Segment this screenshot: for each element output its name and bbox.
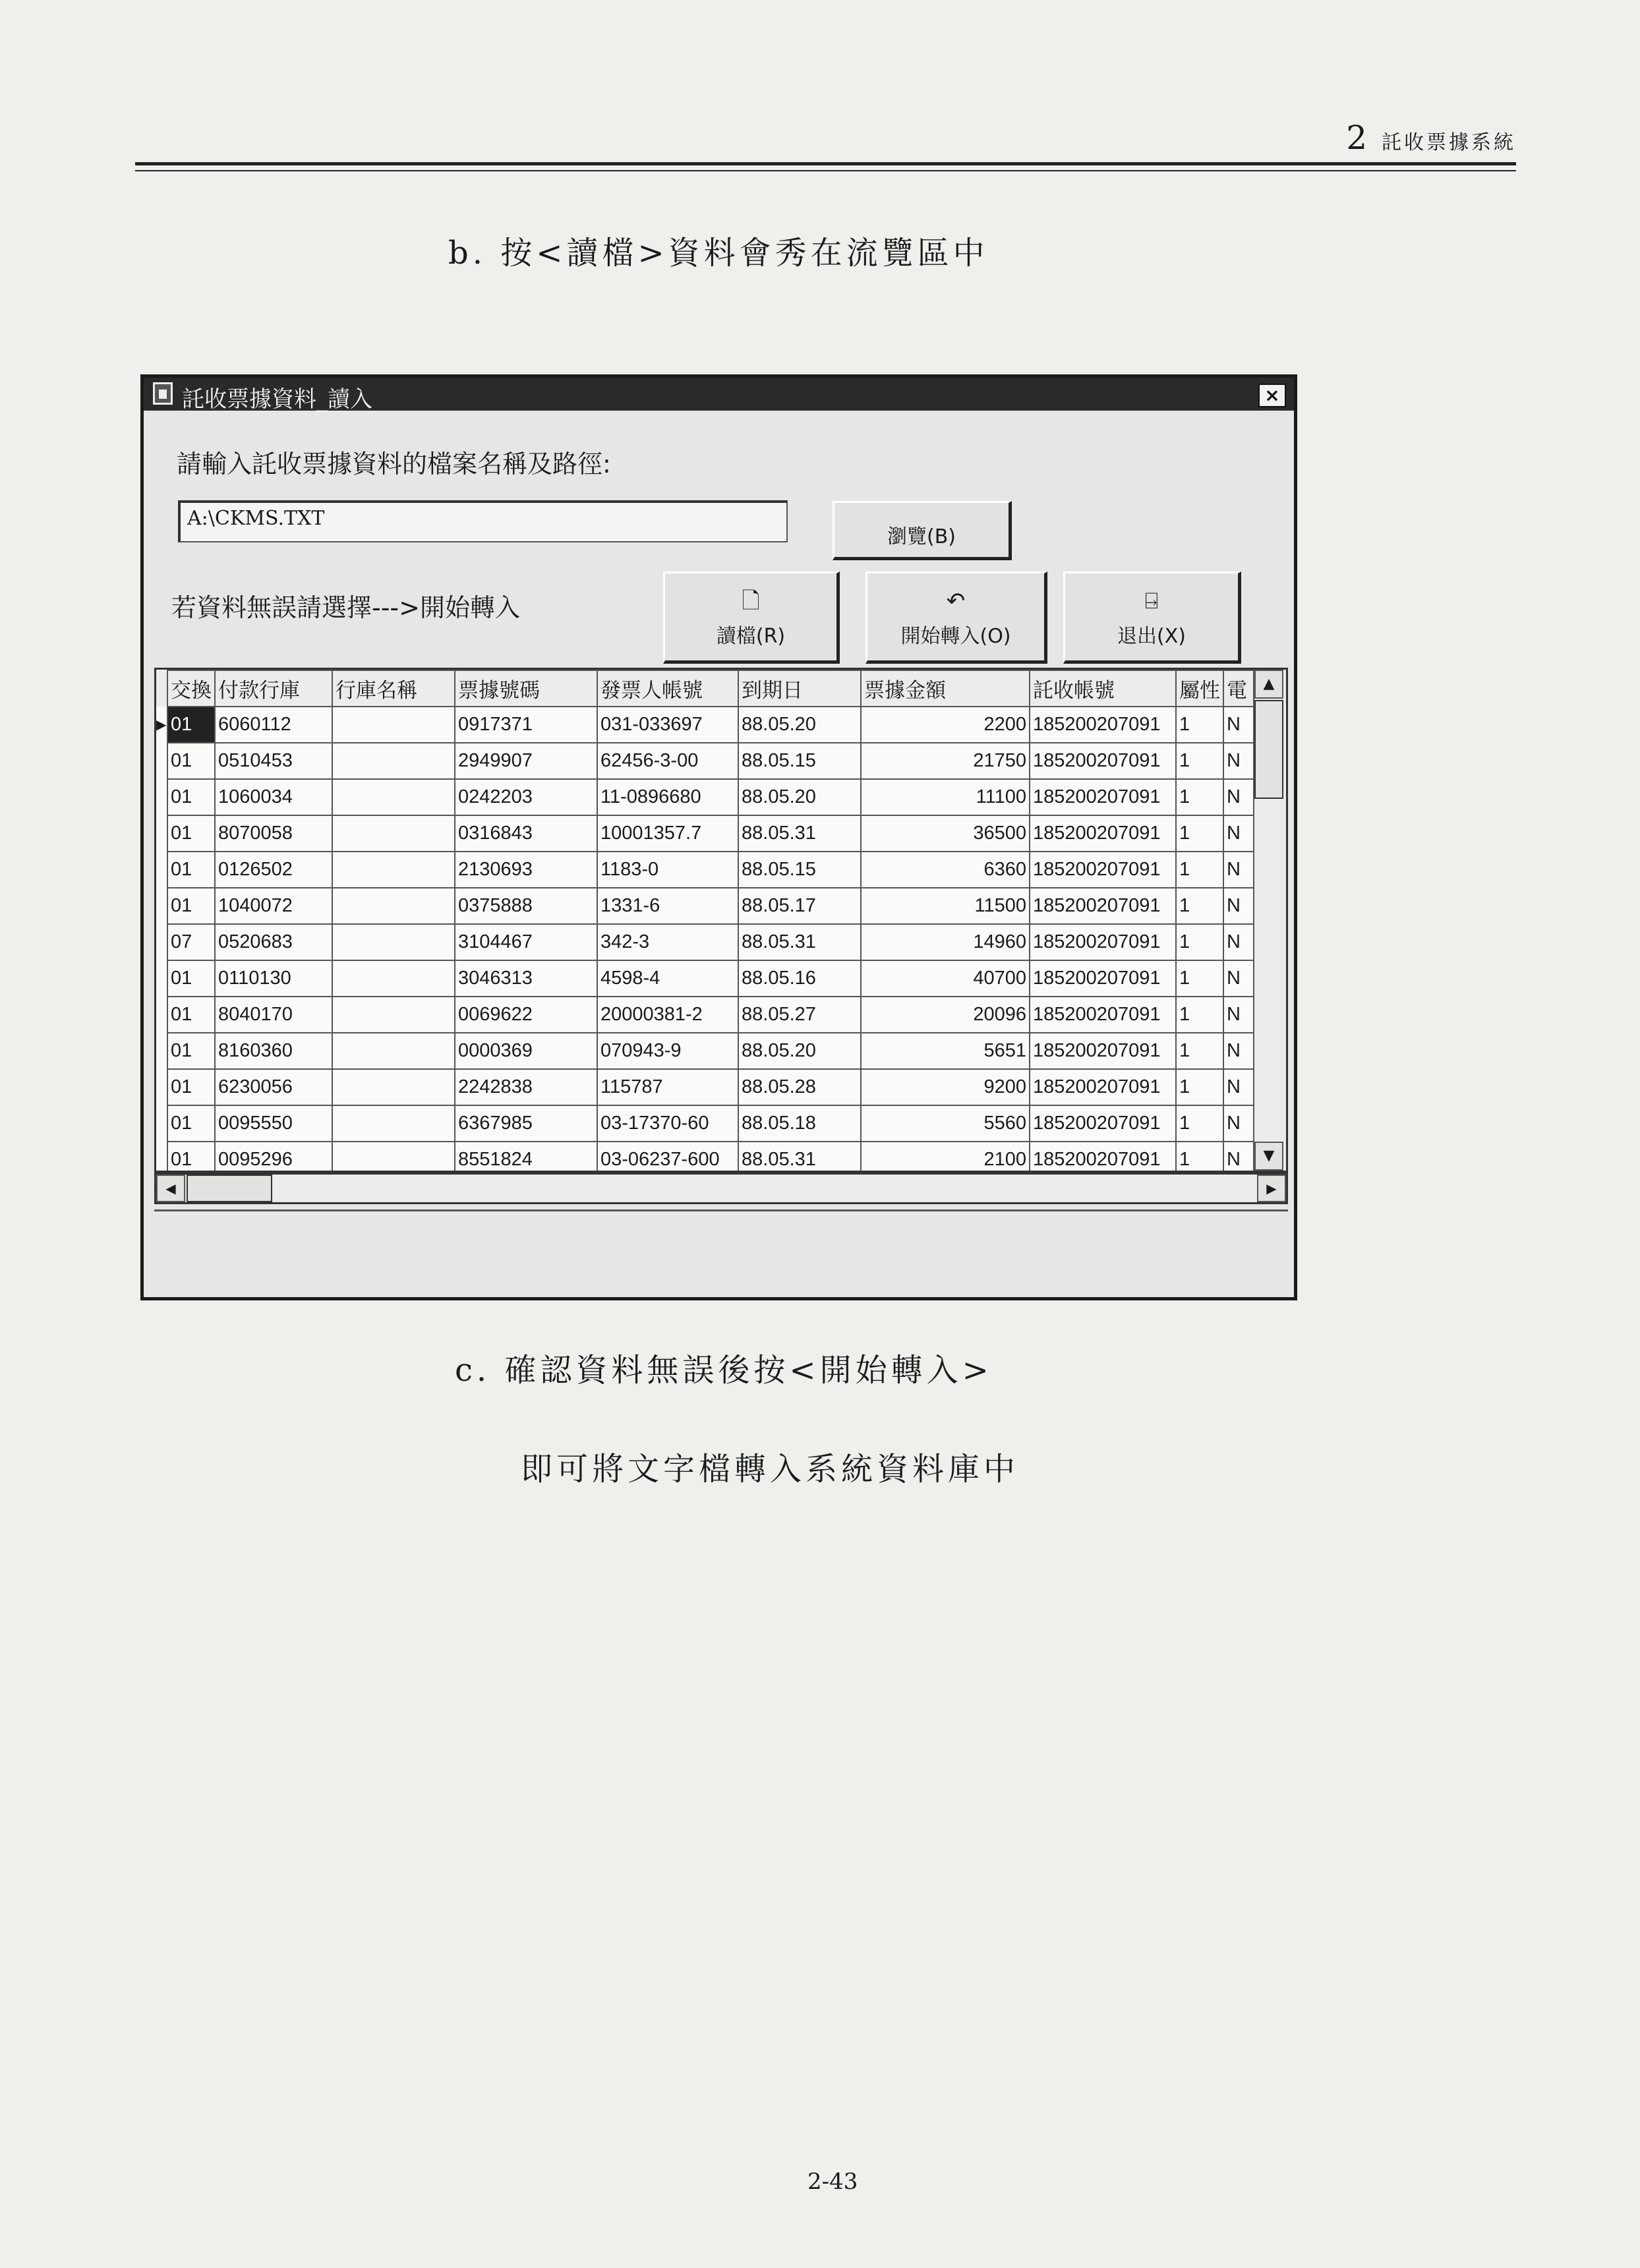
- undo-arrow-icon: ↶: [946, 588, 966, 614]
- table-row[interactable]: [156, 960, 1258, 997]
- table-cell[interactable]: [332, 779, 455, 815]
- table-row[interactable]: [156, 852, 1258, 888]
- table-cell[interactable]: 88.05.31: [738, 924, 861, 960]
- table-cell[interactable]: 0242203: [455, 779, 597, 815]
- row-indicator: [156, 997, 167, 1033]
- table-cell[interactable]: 01: [167, 1105, 215, 1142]
- table-cell[interactable]: 88.05.16: [738, 960, 861, 997]
- table-cell[interactable]: [332, 815, 455, 852]
- dialog-titlebar[interactable]: [144, 378, 1294, 411]
- table-cell[interactable]: 01: [167, 997, 215, 1033]
- table-cell[interactable]: 07: [167, 924, 215, 960]
- table-cell[interactable]: [332, 1069, 455, 1105]
- table-cell[interactable]: N: [1223, 1033, 1258, 1069]
- table-cell[interactable]: 1: [1176, 1142, 1223, 1173]
- document-search-icon: 🗋: [742, 588, 760, 614]
- table-cell[interactable]: 1183-0: [597, 852, 738, 888]
- table-cell[interactable]: N: [1223, 960, 1258, 997]
- table-cell[interactable]: N: [1223, 815, 1258, 852]
- table-cell[interactable]: N: [1223, 1142, 1258, 1173]
- table-cell[interactable]: 070943-9: [597, 1033, 738, 1069]
- table-cell[interactable]: 88.05.20: [738, 1033, 861, 1069]
- table-cell[interactable]: 1: [1176, 888, 1223, 924]
- table-cell[interactable]: 01: [167, 1142, 215, 1173]
- table-cell[interactable]: 1: [1176, 707, 1223, 743]
- table-cell[interactable]: N: [1223, 707, 1258, 743]
- table-cell[interactable]: 14960: [861, 924, 1030, 960]
- table-cell[interactable]: [332, 1105, 455, 1142]
- exit-door-icon: ⍈: [1144, 588, 1159, 614]
- chapter-heading: [1346, 119, 1516, 157]
- table-cell[interactable]: 0510453: [215, 743, 332, 779]
- table-cell[interactable]: 01: [167, 743, 215, 779]
- table-cell[interactable]: 115787: [597, 1069, 738, 1105]
- start-import-button[interactable]: [865, 571, 1047, 664]
- row-indicator-header: [156, 670, 167, 707]
- table-cell[interactable]: 3104467: [455, 924, 597, 960]
- table-cell[interactable]: 88.05.15: [738, 743, 861, 779]
- horizontal-scroll-thumb[interactable]: [187, 1175, 272, 1202]
- table-cell[interactable]: 01: [167, 815, 215, 852]
- table-cell[interactable]: N: [1223, 888, 1258, 924]
- row-indicator: [156, 815, 167, 852]
- row-indicator: [156, 779, 167, 815]
- header-rule-thick: [135, 162, 1516, 165]
- table-row[interactable]: [156, 743, 1258, 779]
- row-indicator: [156, 1069, 167, 1105]
- table-cell[interactable]: 01: [167, 960, 215, 997]
- table-row[interactable]: [156, 924, 1258, 960]
- table-cell[interactable]: 0520683: [215, 924, 332, 960]
- instruction-b: b. 按<讀檔>資料會秀在流覽區中: [448, 235, 989, 272]
- table-cell[interactable]: 1: [1176, 743, 1223, 779]
- table-cell[interactable]: 185200207091: [1030, 924, 1176, 960]
- table-cell[interactable]: 2200: [861, 707, 1030, 743]
- column-header[interactable]: 屬性: [1176, 670, 1223, 707]
- column-header[interactable]: 付款行庫: [215, 670, 332, 707]
- file-path-input[interactable]: A:\CKMS.TXT: [178, 500, 788, 542]
- header-rule-thin: [135, 170, 1516, 171]
- table-cell[interactable]: 11500: [861, 888, 1030, 924]
- table-cell[interactable]: 2949907: [455, 743, 597, 779]
- scroll-left-arrow-icon[interactable]: ◀: [156, 1175, 185, 1202]
- table-cell[interactable]: 2100: [861, 1142, 1030, 1173]
- row-indicator: [156, 1142, 167, 1173]
- table-cell[interactable]: 01: [167, 888, 215, 924]
- table-cell[interactable]: 185200207091: [1030, 997, 1176, 1033]
- scroll-right-arrow-icon[interactable]: ▶: [1257, 1175, 1286, 1202]
- table-cell[interactable]: 1: [1176, 960, 1223, 997]
- table-cell[interactable]: 185200207091: [1030, 1142, 1176, 1173]
- exit-label: 退出(X): [1117, 625, 1186, 648]
- table-cell[interactable]: 20000381-2: [597, 997, 738, 1033]
- table-cell[interactable]: [332, 707, 455, 743]
- table-cell[interactable]: [332, 852, 455, 888]
- table-cell[interactable]: 88.05.20: [738, 707, 861, 743]
- table-cell[interactable]: 8070058: [215, 815, 332, 852]
- column-header[interactable]: 託收帳號: [1030, 670, 1176, 707]
- table-row[interactable]: [156, 1069, 1258, 1105]
- table-cell[interactable]: N: [1223, 1069, 1258, 1105]
- table-cell[interactable]: 2130693: [455, 852, 597, 888]
- page-header: [135, 119, 1516, 158]
- chapter-number: 2: [1346, 119, 1367, 157]
- dialog-title: 託收票據資料_讀入: [182, 386, 372, 413]
- table-row[interactable]: [156, 997, 1258, 1033]
- table-cell[interactable]: 185200207091: [1030, 1069, 1176, 1105]
- column-header[interactable]: 票據金額: [861, 670, 1030, 707]
- table-cell[interactable]: 1: [1176, 924, 1223, 960]
- path-prompt-label: 請輸入託收票據資料的檔案名稱及路徑:: [177, 450, 611, 479]
- table-cell[interactable]: [332, 743, 455, 779]
- read-file-button[interactable]: [663, 571, 840, 664]
- vertical-scroll-thumb[interactable]: [1254, 700, 1283, 799]
- vertical-scrollbar[interactable]: [1253, 670, 1286, 1171]
- table-cell[interactable]: N: [1223, 743, 1258, 779]
- table-cell[interactable]: 8160360: [215, 1033, 332, 1069]
- table-cell[interactable]: 0069622: [455, 997, 597, 1033]
- table-cell[interactable]: 031-033697: [597, 707, 738, 743]
- table-cell[interactable]: 0000369: [455, 1033, 597, 1069]
- table-row[interactable]: [156, 815, 1258, 852]
- table-cell[interactable]: 0917371: [455, 707, 597, 743]
- current-row-indicator-icon: ▶: [156, 718, 167, 732]
- row-indicator: [156, 852, 167, 888]
- table-cell[interactable]: 1: [1176, 1033, 1223, 1069]
- close-button[interactable]: ×: [1258, 384, 1286, 407]
- row-indicator: [156, 924, 167, 960]
- table-row[interactable]: [156, 1105, 1258, 1142]
- table-cell[interactable]: 185200207091: [1030, 1033, 1176, 1069]
- table-cell[interactable]: N: [1223, 852, 1258, 888]
- table-cell[interactable]: 0375888: [455, 888, 597, 924]
- table-cell[interactable]: 36500: [861, 815, 1030, 852]
- table-cell[interactable]: [332, 1033, 455, 1069]
- table-cell[interactable]: 88.05.31: [738, 815, 861, 852]
- import-dialog: [140, 374, 1297, 1300]
- row-indicator: [156, 743, 167, 779]
- table-row[interactable]: [156, 1033, 1258, 1069]
- table-cell[interactable]: 88.05.18: [738, 1105, 861, 1142]
- table-cell[interactable]: 01: [167, 1033, 215, 1069]
- horizontal-scrollbar[interactable]: [154, 1173, 1288, 1204]
- table-cell[interactable]: 0110130: [215, 960, 332, 997]
- table-cell[interactable]: 185200207091: [1030, 707, 1176, 743]
- table-cell[interactable]: 8551824: [455, 1142, 597, 1173]
- table-cell[interactable]: 2242838: [455, 1069, 597, 1105]
- table-cell[interactable]: 1: [1176, 852, 1223, 888]
- instruction-c-continued: 即可將文字檔轉入系統資料庫中: [521, 1451, 1020, 1488]
- table-cell[interactable]: 6230056: [215, 1069, 332, 1105]
- column-header[interactable]: 行庫名稱: [332, 670, 455, 707]
- table-cell[interactable]: 1: [1176, 779, 1223, 815]
- chapter-title: 託收票據系統: [1382, 131, 1516, 154]
- table-cell[interactable]: 11100: [861, 779, 1030, 815]
- table-cell[interactable]: 0126502: [215, 852, 332, 888]
- table-row[interactable]: [156, 779, 1258, 815]
- table-cell[interactable]: 0095550: [215, 1105, 332, 1142]
- read-file-label: 讀檔(R): [716, 625, 786, 648]
- table-cell[interactable]: 4598-4: [597, 960, 738, 997]
- table-cell[interactable]: [332, 1142, 455, 1173]
- table-cell[interactable]: 6360: [861, 852, 1030, 888]
- scroll-up-arrow-icon[interactable]: ▲: [1254, 670, 1283, 699]
- column-header[interactable]: 電: [1223, 670, 1258, 707]
- table-cell[interactable]: 0095296: [215, 1142, 332, 1173]
- table-cell[interactable]: 1: [1176, 997, 1223, 1033]
- table-cell[interactable]: 21750: [861, 743, 1030, 779]
- table-cell[interactable]: 6060112: [215, 707, 332, 743]
- table-cell[interactable]: 185200207091: [1030, 960, 1176, 997]
- table-cell[interactable]: 5560: [861, 1105, 1030, 1142]
- table-cell[interactable]: [332, 997, 455, 1033]
- row-indicator: [156, 960, 167, 997]
- table-row[interactable]: [156, 707, 1258, 743]
- table-cell[interactable]: 342-3: [597, 924, 738, 960]
- table-cell[interactable]: 03-17370-60: [597, 1105, 738, 1142]
- data-grid[interactable]: [154, 668, 1288, 1173]
- table-cell[interactable]: 185200207091: [1030, 888, 1176, 924]
- table-cell[interactable]: [332, 888, 455, 924]
- row-indicator: [156, 1105, 167, 1142]
- table-cell[interactable]: 185200207091: [1030, 779, 1176, 815]
- table-cell[interactable]: 03-06237-600: [597, 1142, 738, 1173]
- table-cell[interactable]: 10001357.7: [597, 815, 738, 852]
- table-cell[interactable]: 185200207091: [1030, 815, 1176, 852]
- table-cell[interactable]: 3046313: [455, 960, 597, 997]
- browse-button-label: 瀏覽(B): [887, 525, 956, 548]
- table-cell[interactable]: 20096: [861, 997, 1030, 1033]
- table-row[interactable]: [156, 888, 1258, 924]
- table-cell[interactable]: 01: [167, 707, 215, 743]
- table-cell[interactable]: 88.05.28: [738, 1069, 861, 1105]
- table-cell[interactable]: 9200: [861, 1069, 1030, 1105]
- column-header[interactable]: 發票人帳號: [597, 670, 738, 707]
- table-row[interactable]: [156, 1142, 1258, 1173]
- table-cell[interactable]: 5651: [861, 1033, 1030, 1069]
- table-cell[interactable]: 01: [167, 1069, 215, 1105]
- grid-header-row: [156, 670, 1258, 707]
- page-number: 2-43: [807, 2168, 858, 2195]
- table-cell[interactable]: [332, 924, 455, 960]
- table-cell[interactable]: 1040072: [215, 888, 332, 924]
- table-cell[interactable]: 40700: [861, 960, 1030, 997]
- table-cell[interactable]: 1: [1176, 1105, 1223, 1142]
- table-cell[interactable]: 88.05.27: [738, 997, 861, 1033]
- table-cell[interactable]: 185200207091: [1030, 743, 1176, 779]
- table-cell[interactable]: 88.05.20: [738, 779, 861, 815]
- row-indicator: [156, 888, 167, 924]
- exit-button[interactable]: [1063, 571, 1241, 664]
- table-cell[interactable]: 6367985: [455, 1105, 597, 1142]
- start-hint-label: 若資料無誤請選擇--->開始轉入: [171, 593, 520, 622]
- column-header[interactable]: 交換: [167, 670, 215, 707]
- table-cell[interactable]: 1331-6: [597, 888, 738, 924]
- table-cell[interactable]: 88.05.15: [738, 852, 861, 888]
- table-cell[interactable]: N: [1223, 997, 1258, 1033]
- instruction-c: c. 確認資料無誤後按<開始轉入>: [455, 1352, 993, 1389]
- table-cell[interactable]: 0316843: [455, 815, 597, 852]
- table-cell[interactable]: N: [1223, 779, 1258, 815]
- dialog-status-area: [154, 1209, 1288, 1291]
- scroll-down-arrow-icon[interactable]: ▼: [1254, 1142, 1283, 1171]
- column-header[interactable]: 票據號碼: [455, 670, 597, 707]
- row-indicator: [156, 1033, 167, 1069]
- table-cell[interactable]: 1: [1176, 1069, 1223, 1105]
- table-cell[interactable]: 62456-3-00: [597, 743, 738, 779]
- browse-button[interactable]: [833, 501, 1012, 560]
- table-cell[interactable]: 01: [167, 852, 215, 888]
- table-cell[interactable]: 88.05.31: [738, 1142, 861, 1173]
- column-header[interactable]: 到期日: [738, 670, 861, 707]
- table-cell[interactable]: 185200207091: [1030, 1105, 1176, 1142]
- table-cell[interactable]: 1060034: [215, 779, 332, 815]
- table-cell[interactable]: [332, 960, 455, 997]
- table-cell[interactable]: N: [1223, 1105, 1258, 1142]
- table-cell[interactable]: N: [1223, 924, 1258, 960]
- table-cell[interactable]: 88.05.17: [738, 888, 861, 924]
- table-cell[interactable]: 1: [1176, 815, 1223, 852]
- start-import-label: 開始轉入(O): [900, 625, 1011, 648]
- table-cell[interactable]: 185200207091: [1030, 852, 1176, 888]
- table-cell[interactable]: 01: [167, 779, 215, 815]
- table-cell[interactable]: 8040170: [215, 997, 332, 1033]
- app-icon: [153, 382, 173, 405]
- table-cell[interactable]: 11-0896680: [597, 779, 738, 815]
